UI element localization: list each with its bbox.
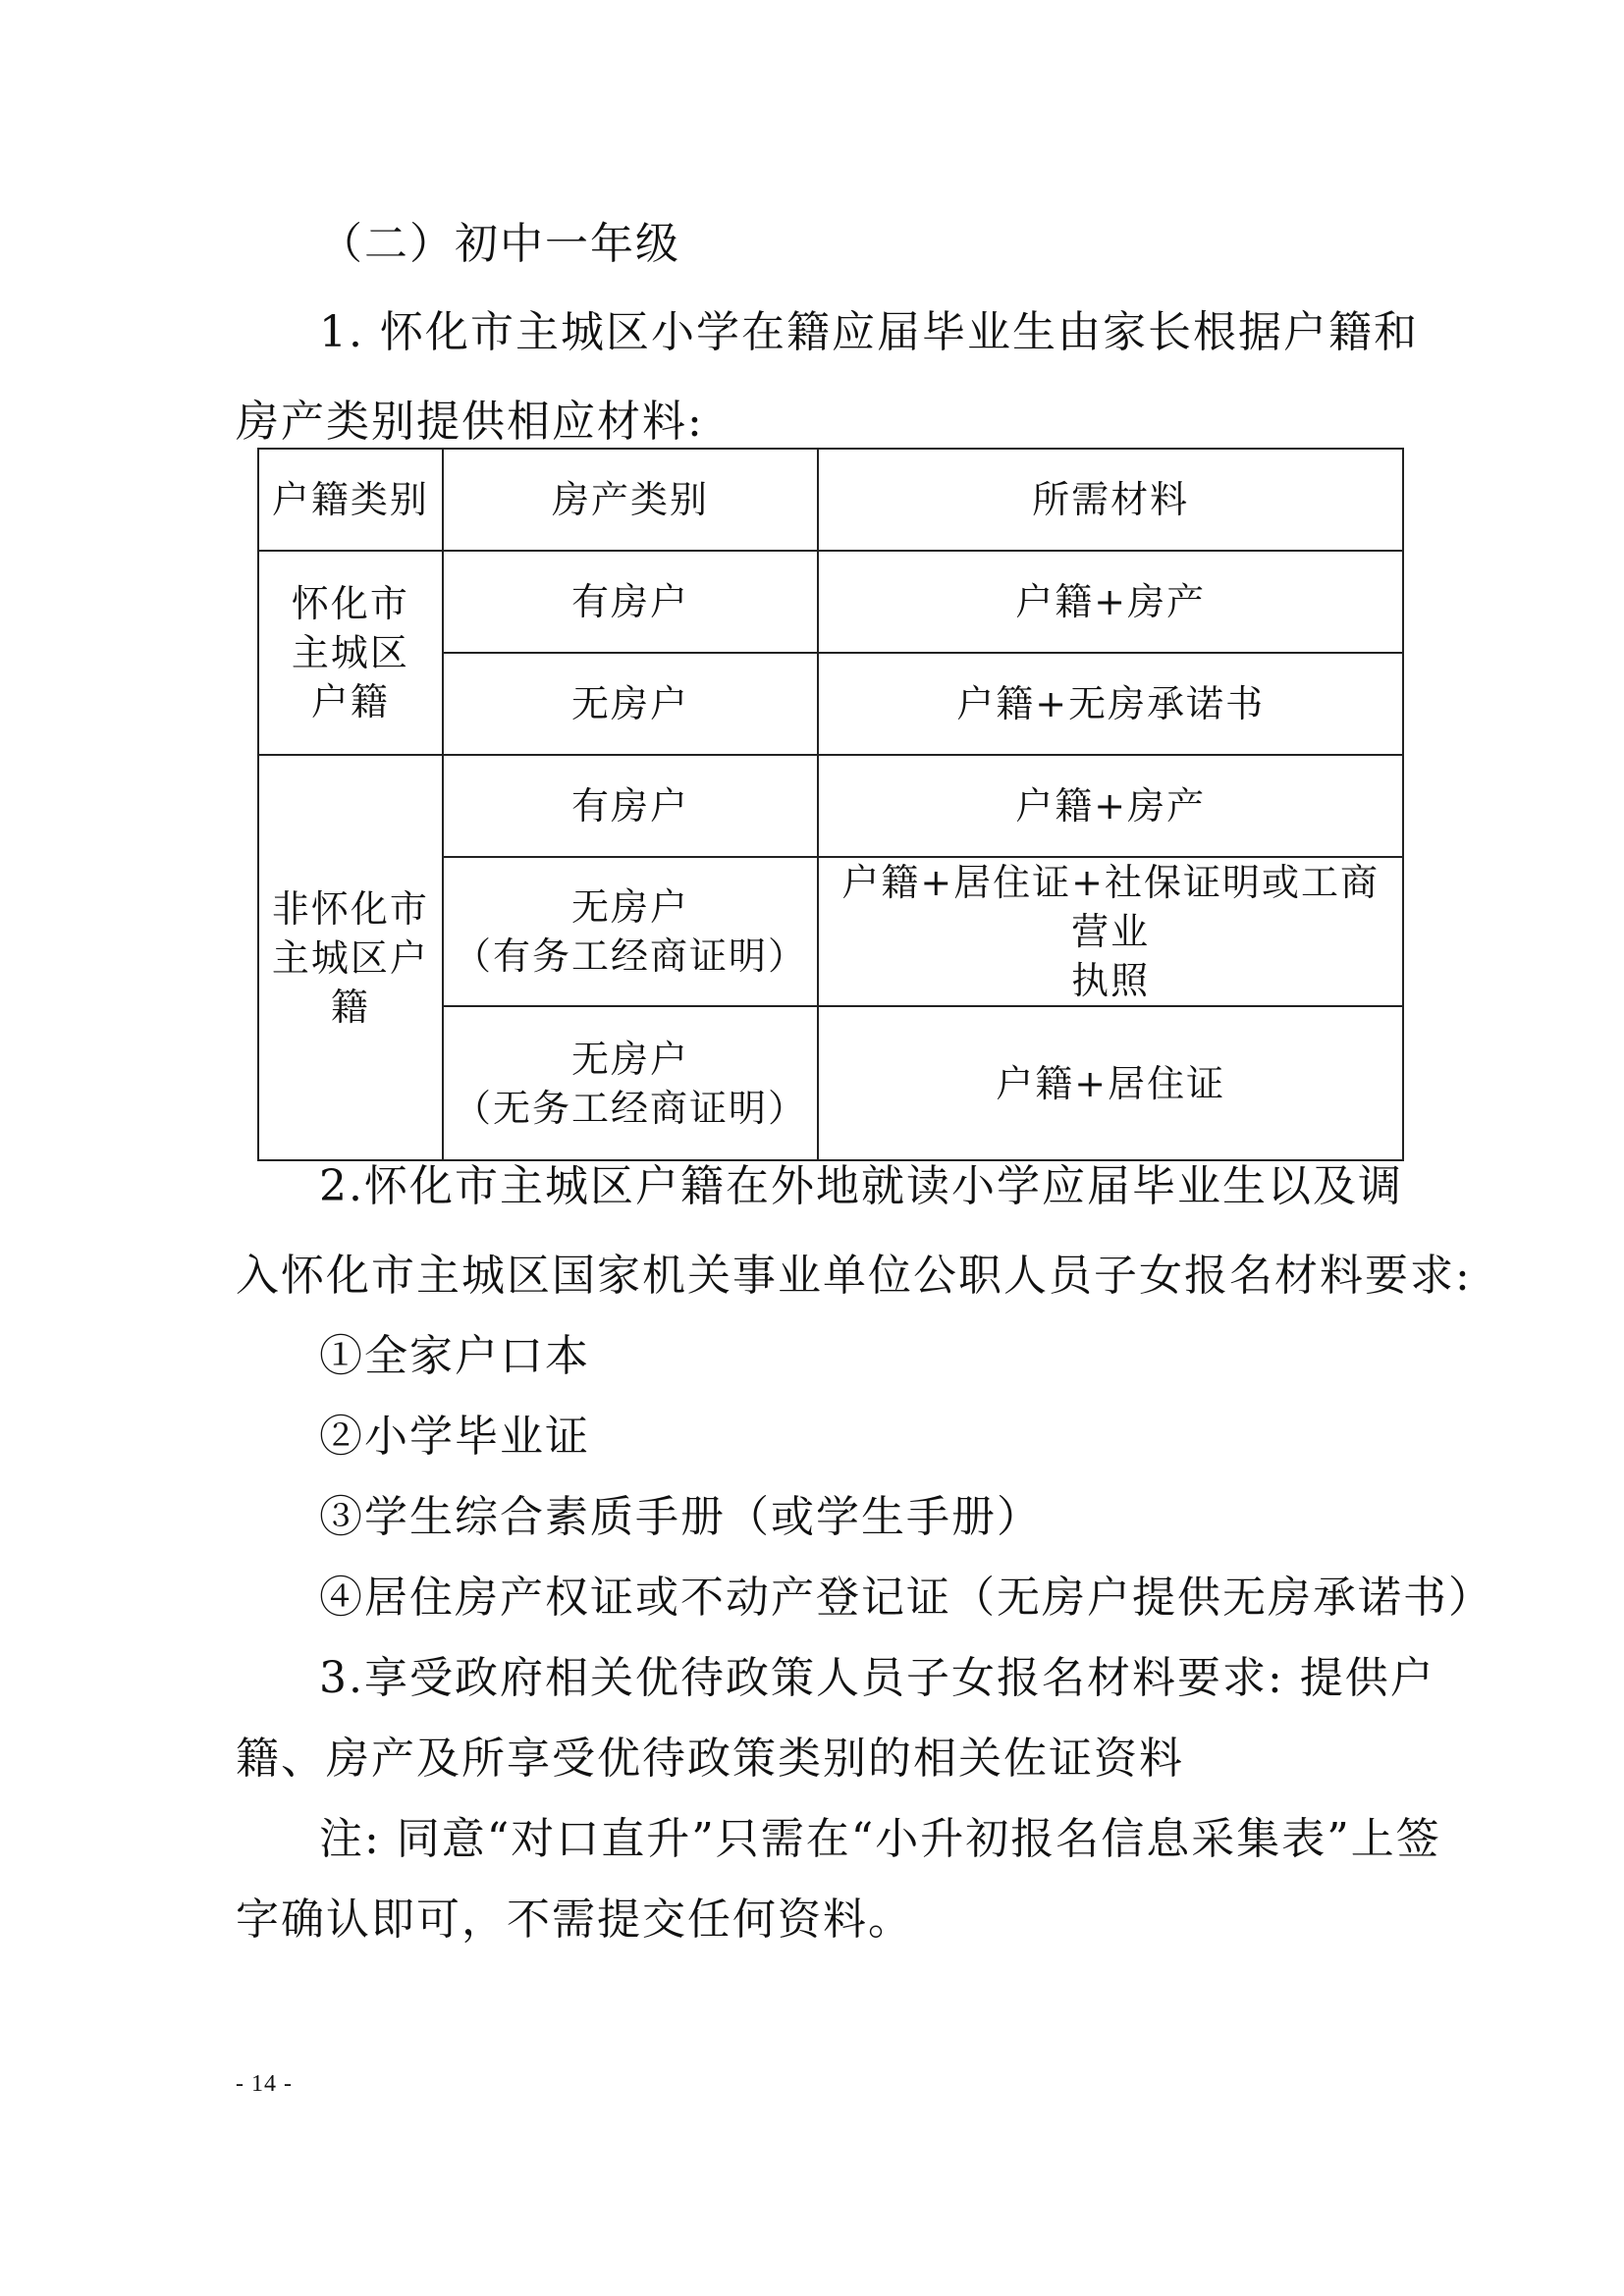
item3-line1: 3.享受政府相关优待政策人员子女报名材料要求: 提供户 <box>319 1653 1435 1703</box>
table-row <box>258 551 1403 653</box>
group-label-local <box>258 551 443 755</box>
property-cell: 有房户 <box>443 755 819 857</box>
group-label-nonlocal <box>258 755 443 1160</box>
item1-line2: 房产类别提供相应材料: <box>236 397 704 447</box>
materials-cell: 户籍+房产 <box>818 755 1403 857</box>
note-line1: 注: 同意“对口直升”只需在“小升初报名信息采集表”上签 <box>319 1814 1441 1864</box>
list-item: ②小学毕业证 <box>319 1412 590 1462</box>
group-label-line: 怀化市 <box>291 582 409 625</box>
property-line: 无房户 <box>571 885 690 929</box>
materials-cell <box>818 857 1403 1006</box>
property-line: （无务工经商证明） <box>454 1086 808 1130</box>
materials-line: 执照 <box>1071 959 1151 1002</box>
materials-line: 户籍+居住证+社保证明或工商营业 <box>841 861 1380 953</box>
item1-line1: 1. 怀化市主城区小学在籍应届毕业生由家长根据户籍和 <box>319 307 1419 357</box>
page-number: - 14 - <box>236 2071 293 2097</box>
table-header-row <box>258 449 1403 551</box>
header-cell-household: 户籍类别 <box>258 449 443 551</box>
group-label-line: 主城区 <box>291 631 409 674</box>
property-cell: 有房户 <box>443 551 819 653</box>
note-line2: 字确认即可，不需提交任何资料。 <box>236 1895 913 1945</box>
group-label-line: 非怀化市 <box>271 886 429 931</box>
list-item: ③学生综合素质手册（或学生手册） <box>319 1492 1042 1542</box>
property-cell <box>443 1006 819 1160</box>
materials-cell: 户籍+房产 <box>818 551 1403 653</box>
list-item: ④居住房产权证或不动产登记证（无房户提供无房承诺书） <box>319 1573 1493 1623</box>
header-cell-property: 房产类别 <box>443 449 819 551</box>
materials-table <box>257 448 1404 1161</box>
property-line: 无房户 <box>571 1037 690 1081</box>
item3-line2: 籍、房产及所享受优待政策类别的相关佐证资料 <box>236 1734 1184 1784</box>
list-item: ①全家户口本 <box>319 1331 590 1381</box>
materials-cell: 户籍+无房承诺书 <box>818 653 1403 755</box>
group-label-line: 主城区户 <box>271 935 429 980</box>
group-label-line: 籍 <box>330 985 370 1029</box>
property-cell: 无房户 <box>443 653 819 755</box>
item2-line1: 2.怀化市主城区户籍在外地就读小学应届毕业生以及调 <box>319 1161 1403 1211</box>
materials-cell: 户籍+居住证 <box>818 1006 1403 1160</box>
group-label-line: 户籍 <box>310 680 390 723</box>
property-cell <box>443 857 819 1006</box>
table-row <box>258 755 1403 857</box>
section-heading: （二）初中一年级 <box>319 219 680 269</box>
header-cell-materials: 所需材料 <box>818 449 1403 551</box>
property-line: （有务工经商证明） <box>454 934 808 978</box>
item2-line2: 入怀化市主城区国家机关事业单位公职人员子女报名材料要求: <box>236 1251 1472 1301</box>
